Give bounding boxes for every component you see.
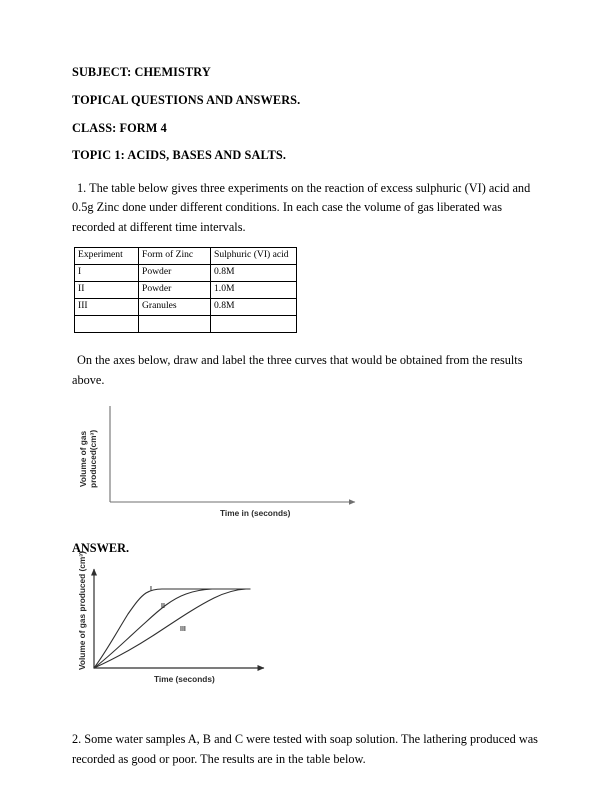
question-2-text: 2. Some water samples A, B and C were tested with soap solution. The lathering produced was recorded as good or poor. The results are in the table below. bbox=[72, 732, 538, 766]
answer-heading: ANSWER. bbox=[72, 541, 130, 556]
table-row bbox=[75, 282, 297, 299]
cell-acid-concentration: 1.0M bbox=[211, 282, 297, 299]
answer-axes-svg bbox=[72, 564, 292, 686]
y-axis-label-line-1: Volume of gas bbox=[78, 431, 88, 488]
cell-experiment: III bbox=[75, 299, 139, 316]
zinc-experiments-table bbox=[74, 247, 297, 333]
x-axis-label-blank: Time in (seconds) bbox=[220, 508, 291, 519]
question-1-text: 1. The table below gives three experiments on the reaction of excess sulphuric (VI) acid and 0.5g Zinc done under different conditions. In each case the volume of gas liberated was recorded at different time intervals. bbox=[72, 180, 531, 234]
cell-experiment bbox=[75, 316, 139, 333]
curve-label-II: II bbox=[161, 603, 165, 611]
table-row bbox=[75, 265, 297, 282]
curve-label-I: I bbox=[150, 586, 152, 594]
cell-form-of-zinc bbox=[139, 316, 211, 333]
heading-subject: SUBJECT: CHEMISTRY bbox=[72, 65, 211, 79]
table-header-row bbox=[75, 248, 297, 265]
column-header-sulphuric-acid: Sulphuric (VI) acid bbox=[211, 248, 297, 265]
column-header-form-of-zinc: Form of Zinc bbox=[139, 248, 211, 265]
cell-experiment: II bbox=[75, 282, 139, 299]
cell-form-of-zinc: Powder bbox=[139, 282, 211, 299]
table-row-empty bbox=[75, 316, 297, 333]
document-content bbox=[72, 66, 540, 769]
table-row bbox=[75, 299, 297, 316]
zinc-experiments-table-wrapper bbox=[74, 247, 540, 333]
cell-acid-concentration: 0.8M bbox=[211, 265, 297, 282]
cell-experiment: I bbox=[75, 265, 139, 282]
y-axis-label-line-2: produced(cm³) bbox=[88, 430, 98, 489]
cell-form-of-zinc: Granules bbox=[139, 299, 211, 316]
x-axis-label-answer: Time (seconds) bbox=[154, 674, 215, 685]
blank-axes-svg bbox=[72, 404, 372, 514]
column-header-experiment: Experiment bbox=[75, 248, 139, 265]
cell-acid-concentration bbox=[211, 316, 297, 333]
y-axis-label-answer: Volume of gas produced (cm³) bbox=[77, 551, 87, 671]
heading-topical-questions: TOPICAL QUESTIONS AND ANSWERS. bbox=[72, 92, 301, 107]
heading-topic: TOPIC 1: ACIDS, BASES AND SALTS. bbox=[72, 148, 287, 163]
cell-form-of-zinc: Powder bbox=[139, 265, 211, 282]
cell-acid-concentration: 0.8M bbox=[211, 299, 297, 316]
blank-axes-chart bbox=[72, 404, 472, 526]
curve-label-III: III bbox=[180, 626, 186, 634]
axes-instruction-text: On the axes below, draw and label the three curves that would be obtained from the results above. bbox=[72, 353, 523, 387]
y-axis-label-blank bbox=[78, 430, 98, 488]
answer-curves-chart bbox=[72, 551, 392, 696]
heading-class: CLASS: FORM 4 bbox=[72, 120, 167, 135]
section-spacer bbox=[72, 696, 540, 730]
